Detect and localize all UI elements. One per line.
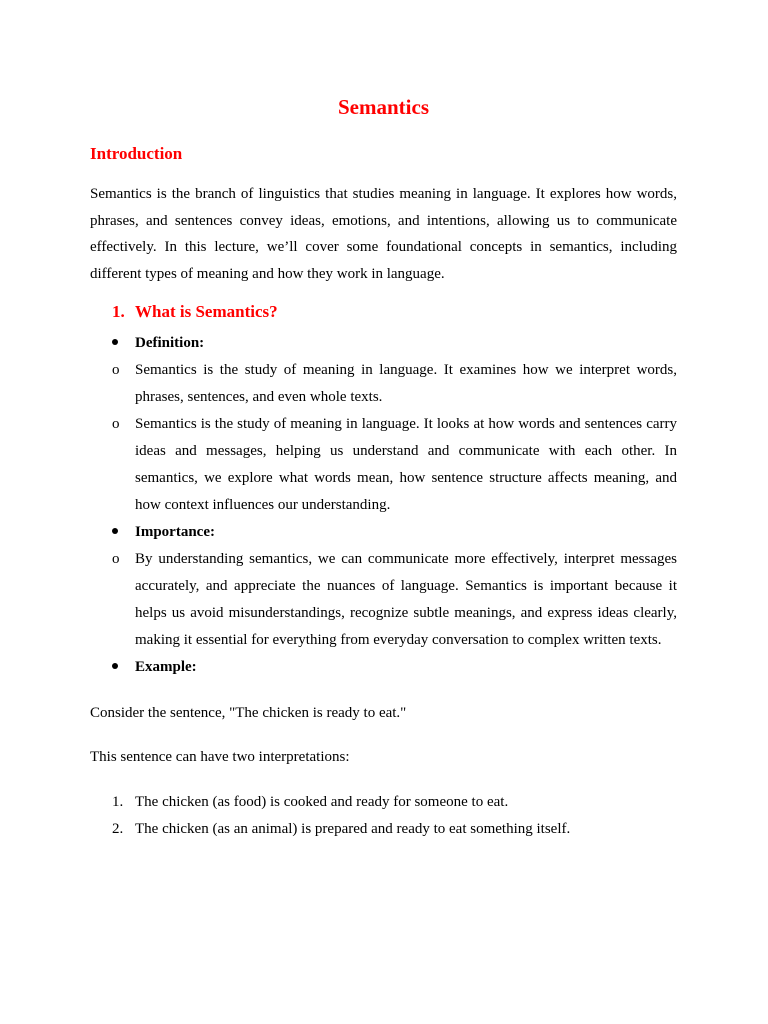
bullet-dot-icon xyxy=(112,330,132,357)
introduction-paragraph: Semantics is the branch of linguistics that studies meaning in language. It explores how words, phrases, and sentences convey ideas, emotions, and intentions, allowing us to communicate effectively. In this lecture, we’ll cover some foundational concepts in semantics, including different types of meaning and how they work in language. xyxy=(90,186,677,283)
sub-bullet-item xyxy=(90,357,677,411)
section-title: What is Semantics? xyxy=(135,302,278,321)
sub-bullet-marker: o xyxy=(112,362,120,378)
introduction-heading: Introduction xyxy=(90,144,183,163)
bullet-dot-icon xyxy=(112,528,118,534)
list-item-text: Importance: xyxy=(135,524,215,540)
list-item xyxy=(90,789,677,816)
bullet-dot-icon xyxy=(112,339,118,345)
bullet-dot-icon xyxy=(112,654,132,681)
bullet-item xyxy=(90,330,677,357)
list-item-text: Definition: xyxy=(135,335,205,351)
list-number: 2. xyxy=(112,820,124,837)
section-list xyxy=(90,330,677,681)
list-number: 1. xyxy=(112,794,124,810)
bullet-item xyxy=(90,519,677,546)
list-item-text: Semantics is the study of meaning in language. It looks at how words and sentences carry ideas and messages, helping us understand and communicate with each other. In semantics, we explore what words mean, how sentence structure affects meaning, and how context influences our understanding. xyxy=(135,416,677,513)
list-item-text: The chicken (as an animal) is prepared and ready to eat something itself. xyxy=(135,820,571,837)
example-sentence: Consider the sentence, "The chicken is ready to eat." xyxy=(90,705,407,721)
list-item-text: The chicken (as food) is cooked and ready for someone to eat. xyxy=(135,794,509,810)
sub-bullet-item xyxy=(90,411,677,519)
list-item-text: By understanding semantics, we can communicate more effectively, interpret messages accurately, and appreciate the nuances of language. Semantics is important because it helps us avoid misunderstandings, recognize subtle meanings, and express ideas clearly, making it essential for everything from everyday conversation to complex written texts. xyxy=(135,551,677,648)
page-title: Semantics xyxy=(338,95,429,119)
list-item-text: Semantics is the study of meaning in language. It examines how we interpret words, phrases, sentences, and even whole texts. xyxy=(135,362,677,405)
example-lead: This sentence can have two interpretations: xyxy=(90,749,350,765)
list-item xyxy=(90,816,677,843)
bullet-item xyxy=(90,654,677,681)
sub-bullet-marker: o xyxy=(112,551,120,567)
bullet-dot-icon xyxy=(112,519,132,546)
section-number: 1. xyxy=(112,302,125,321)
section-heading-what-is-semantics xyxy=(112,301,278,323)
interpretations-list xyxy=(90,789,677,842)
sub-bullet-item xyxy=(90,546,677,654)
bullet-dot-icon xyxy=(112,663,118,669)
sub-bullet-marker: o xyxy=(112,416,120,432)
list-item-text: Example: xyxy=(135,659,197,675)
